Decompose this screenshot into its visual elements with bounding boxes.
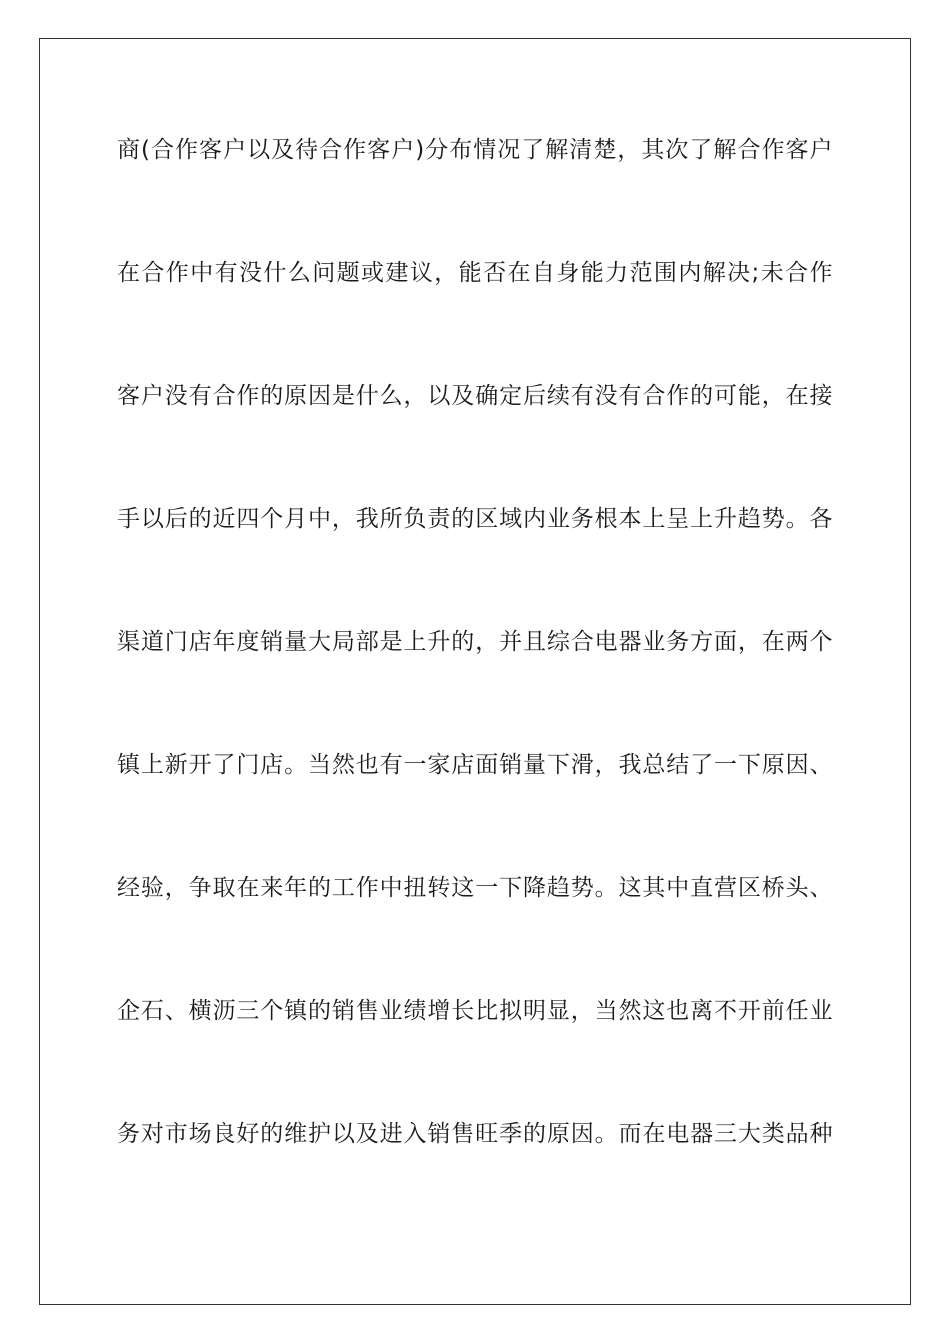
paragraph-line: 客户没有合作的原因是什么，以及确定后续有没有合作的可能，在接 xyxy=(117,383,833,409)
paragraph-line: 镇上新开了门店。当然也有一家店面销量下滑，我总结了一下原因、 xyxy=(117,752,833,778)
page-border xyxy=(39,38,911,1305)
paragraph-line: 手以后的近四个月中，我所负责的区域内业务根本上呈上升趋势。各 xyxy=(117,506,833,532)
paragraph-line: 在合作中有没什么问题或建议，能否在自身能力范围内解决;未合作 xyxy=(117,260,833,286)
paragraph-line: 经验，争取在来年的工作中扭转这一下降趋势。这其中直营区桥头、 xyxy=(117,875,833,901)
paragraph-line: 务对市场良好的维护以及进入销售旺季的原因。而在电器三大类品种 xyxy=(117,1121,833,1147)
paragraph-line: 渠道门店年度销量大局部是上升的，并且综合电器业务方面，在两个 xyxy=(117,629,833,655)
paragraph-line: 企石、横沥三个镇的销售业绩增长比拟明显，当然这也离不开前任业 xyxy=(117,998,833,1024)
paragraph-line: 商(合作客户以及待合作客户)分布情况了解清楚，其次了解合作客户 xyxy=(117,137,833,163)
